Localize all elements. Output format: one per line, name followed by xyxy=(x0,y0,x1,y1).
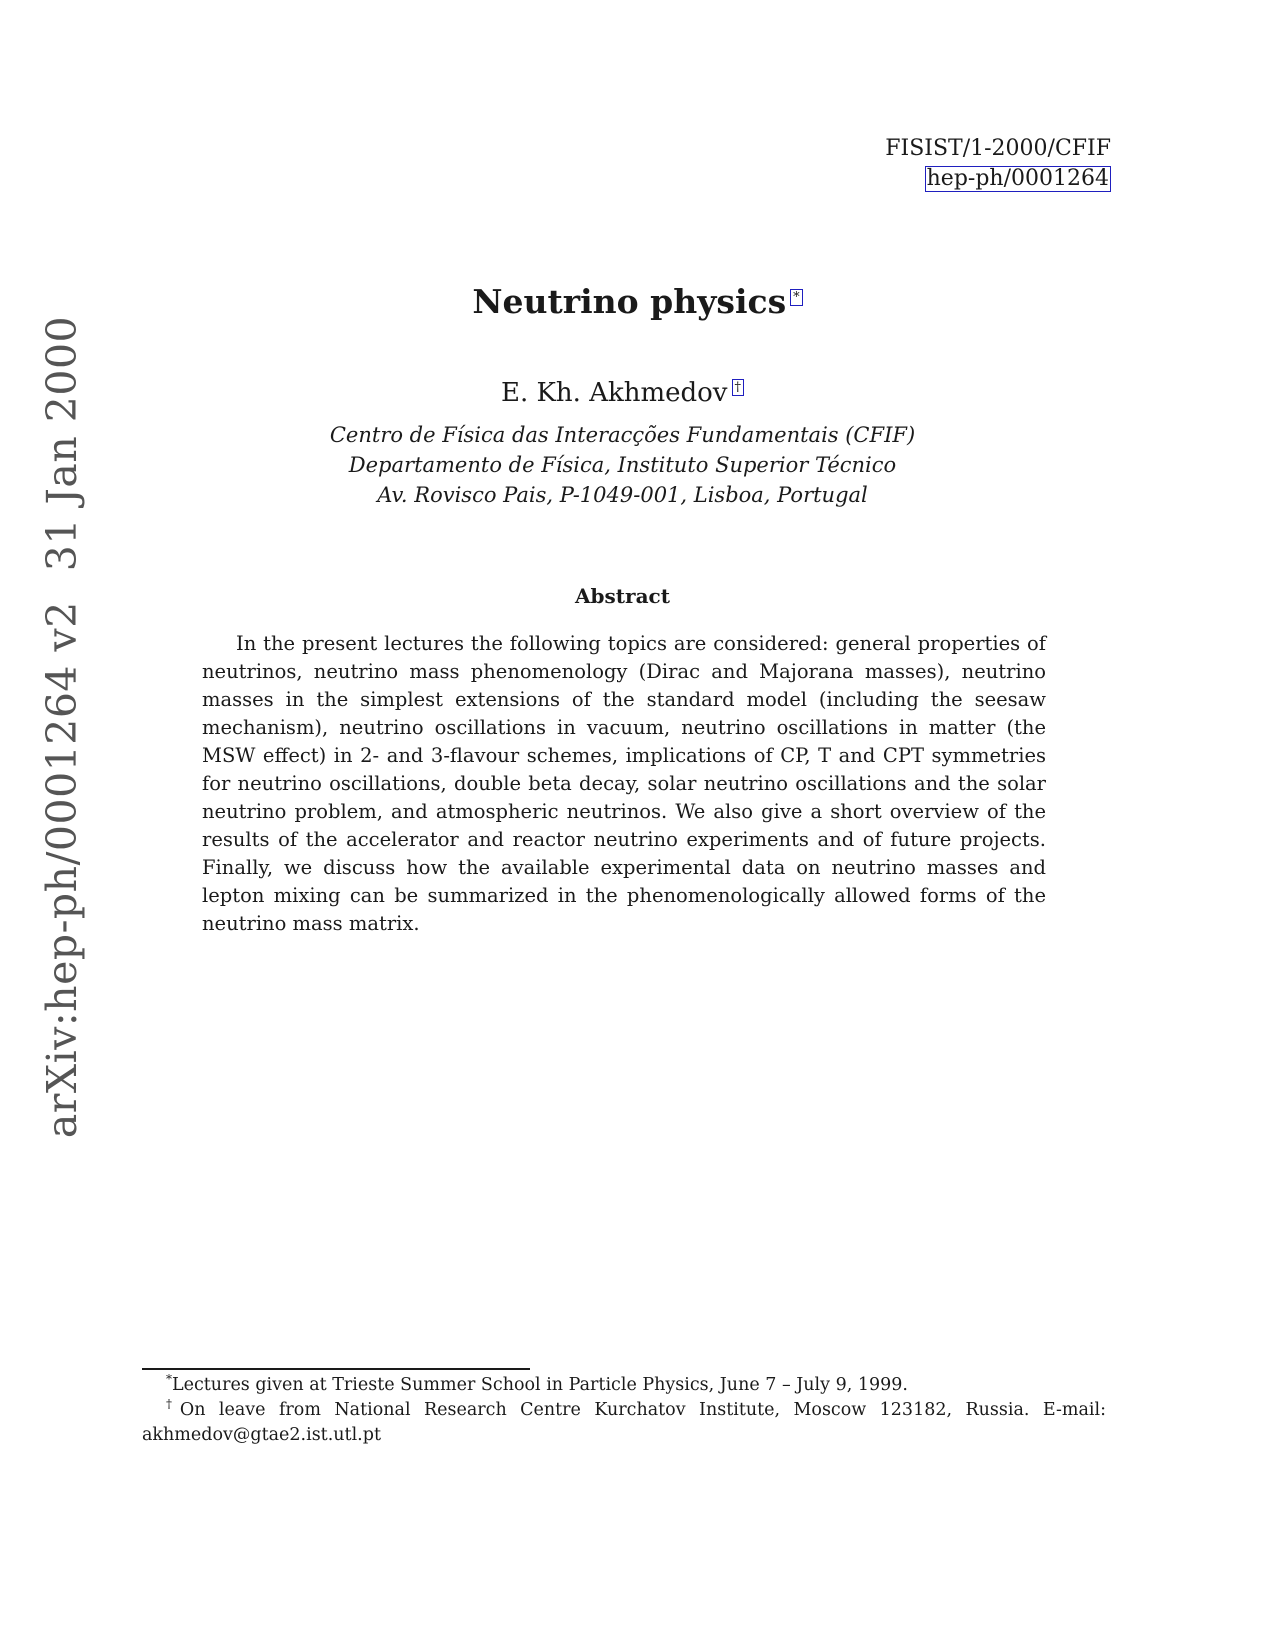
paper-title-text: Neutrino physics xyxy=(472,282,787,321)
footnote-text: On leave from National Research Centre Kurchatov Institute, Moscow 123182, Russia. E-mail: akhmedov@gtae2.ist.utl.pt xyxy=(142,1400,1107,1445)
footnote xyxy=(142,1373,1106,1398)
footnotes xyxy=(142,1373,1106,1448)
footnote-mark: * xyxy=(166,1372,172,1387)
affiliation-line: Departamento de Física, Instituto Superior Técnico xyxy=(348,453,897,477)
author xyxy=(0,378,1245,408)
affiliation-line: Centro de Física das Interacções Fundamentais (CFIF) xyxy=(329,423,916,447)
arxiv-date: 31 Jan 2000 xyxy=(38,315,86,572)
author-name: E. Kh. Akhmedov xyxy=(500,378,728,408)
footnote-text: Lectures given at Trieste Summer School in Particle Physics, June 7 – July 9, 1999. xyxy=(172,1375,908,1395)
report-block xyxy=(885,134,1111,194)
affiliation-line: Av. Rovisco Pais, P-1049-001, Lisboa, Portugal xyxy=(377,483,868,507)
abstract-heading: Abstract xyxy=(575,584,670,608)
abstract-body: In the present lectures the following topics are considered: general properties of neutrinos, neutrino mass phenomenology (Dirac and Majorana masses), neutrino masses in the simplest extensions of the standard model (including the seesaw mechanism), neutrino oscillations in vacuum, neutrino oscillations in matter (the MSW effect) in 2- and 3-flavour schemes, implications of CP, T and CPT symmetries for neutrino oscillations, double beta decay, solar neutrino oscillations and the solar neutrino problem, and atmospheric neutrinos. We also give a short overview of the results of the accelerator and reactor neutrino experiments and of future projects. Finally, we discuss how the available experimental data on neutrino masses and lepton mixing can be summarized in the phenomenologically allowed forms of the neutrino mass matrix. xyxy=(202,632,1046,935)
footnote-divider xyxy=(142,1368,530,1370)
affiliation xyxy=(0,420,1245,510)
author-footnote-link[interactable]: † xyxy=(732,379,745,396)
paper-title xyxy=(0,282,1275,321)
footnote-mark: † xyxy=(166,1397,180,1412)
title-footnote-link[interactable]: * xyxy=(790,289,803,306)
footnote xyxy=(142,1398,1106,1448)
archive-id-link[interactable]: hep-ph/0001264 xyxy=(926,166,1109,191)
report-number: FISIST/1-2000/CFIF xyxy=(885,136,1111,161)
arxiv-identifier: arXiv:hep-ph/0001264 v2 xyxy=(38,601,86,1139)
